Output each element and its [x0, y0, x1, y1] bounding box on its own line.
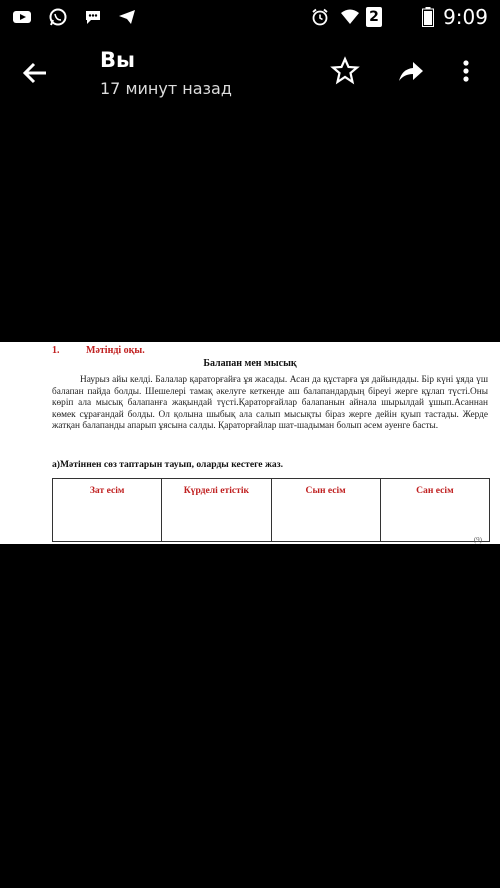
chat-icon	[83, 7, 103, 27]
document-photo[interactable]	[0, 342, 500, 544]
sim-icon	[366, 7, 382, 27]
star-icon[interactable]	[330, 56, 360, 86]
document-paragraph: Наурыз айы келді. Балалар қараторғайға ұя жасады. Асан да құстарға ұя дайындады. Бір күні ұяда үш балапан пайда болды. Шешелері тамақ әкелуге кеткенде аш балапандардың біреуі жерге құлап түсті.Оны көріп ала мысық балапанға жақындай түсті.Қараторғайлар балапанын айнала шырылдай ұшып.Асаннан көмек сұрағандай болды. Ол қолына шыбық ала салып мысықты біраз жерге дейін қуып тастады. Жерде жатқан балапанды апарып ұясына салды. Қараторғайлар шат-шадыман болып әсем әуенге басты.	[52, 375, 488, 432]
table-header-cell: Зат есім	[53, 479, 162, 541]
youtube-icon	[12, 7, 32, 27]
telegram-icon	[117, 7, 137, 27]
alarm-icon	[310, 7, 330, 27]
exercise-number: 1.	[52, 345, 60, 356]
clock: 9:09	[443, 5, 488, 29]
status-bar	[0, 0, 500, 34]
more-vert-icon[interactable]	[456, 56, 476, 86]
table-header-cell: Сын есім	[272, 479, 381, 541]
word-class-table	[52, 478, 490, 542]
sim-label: 2	[369, 9, 379, 25]
table-header-cell: Күрделі етістік	[162, 479, 271, 541]
back-arrow-icon[interactable]	[20, 58, 50, 88]
page-subtitle: 17 минут назад	[100, 79, 232, 98]
table-header-cell: Сан есім	[416, 485, 454, 496]
battery-icon	[422, 7, 434, 27]
app-bar	[0, 34, 500, 112]
exercise-instruction: Мәтінді оқы.	[86, 345, 145, 356]
page-title: Вы	[100, 48, 135, 72]
share-icon[interactable]	[396, 56, 426, 86]
wifi-icon	[340, 7, 360, 27]
task-instruction: а)Мәтіннен сөз таптарын тауып, оларды кестеге жаз.	[52, 459, 283, 470]
whatsapp-icon	[48, 7, 68, 27]
page-number: (9)	[473, 536, 482, 544]
document-title: Балапан мен мысық	[203, 358, 297, 369]
